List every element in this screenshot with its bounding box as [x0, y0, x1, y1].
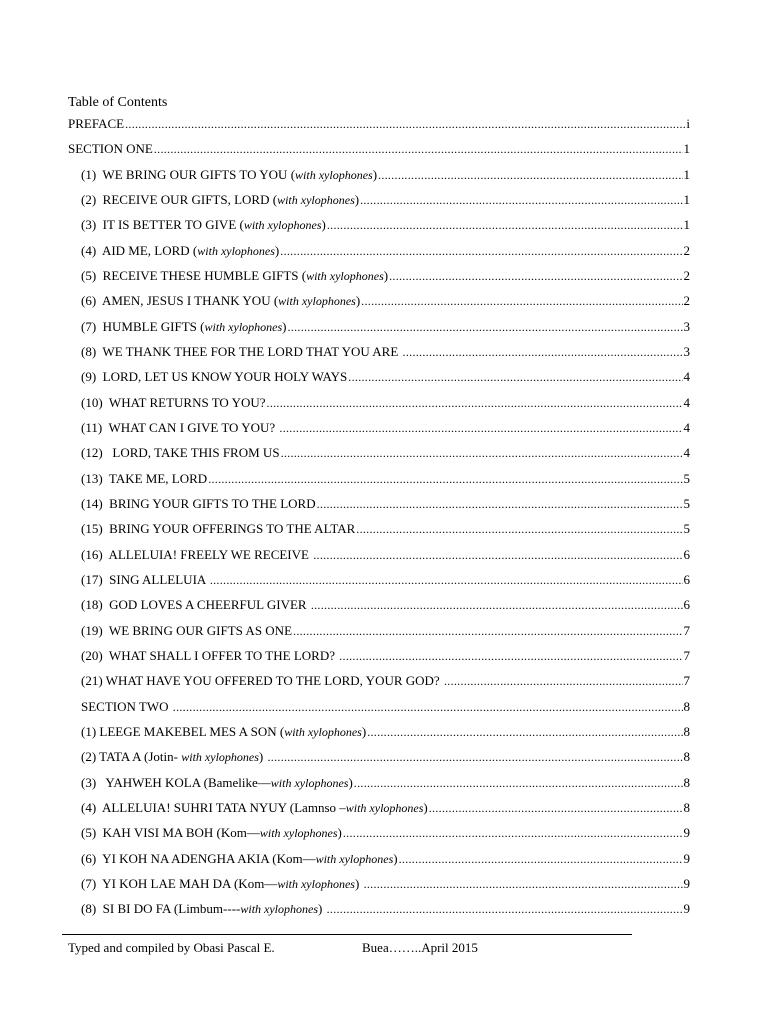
toc-entry-title-suffix: )	[282, 318, 287, 334]
toc-entry-title-text: (14) BRING YOUR GIFTS TO THE LORD	[81, 495, 316, 511]
toc-entry-title-suffix: )	[354, 875, 363, 891]
toc-entry[interactable]	[81, 520, 690, 538]
toc-entry-title-text: (4) AID ME, LORD (	[81, 242, 198, 258]
toc-entry-title	[81, 520, 355, 538]
toc-entry-title	[81, 267, 388, 285]
toc-page-number: 8	[683, 774, 690, 790]
toc-dot-leader	[429, 799, 683, 817]
toc-page-number: 3	[683, 343, 690, 359]
toc-entry-title-text: (7) YI KOH LAE MAH DA (Kom—	[81, 875, 278, 891]
toc-page-number: 9	[683, 875, 690, 891]
toc-dot-leader	[367, 723, 682, 741]
toc-entry-note: with xylophones	[284, 724, 362, 739]
toc-entry-title-suffix: )	[383, 267, 389, 283]
toc-entry-title-suffix: )	[337, 825, 342, 841]
toc-entry-note: with xylophones	[278, 294, 356, 309]
toc-dot-leader	[343, 824, 683, 842]
toc-dot-leader	[360, 191, 682, 209]
toc-entry-title	[81, 191, 359, 209]
toc-entry-title	[81, 723, 366, 741]
toc-entry-title-text: (6) AMEN, JESUS I THANK YOU (	[81, 293, 279, 309]
toc-entry-title	[81, 647, 338, 665]
footer-divider	[62, 934, 632, 935]
toc-entry-title-text: (8) WE THANK THEE FOR THE LORD THAT YOU ARE	[81, 343, 402, 359]
toc-page-number: 2	[683, 293, 690, 309]
toc-entry-note: with xylophones	[181, 750, 259, 765]
toc-entry[interactable]	[81, 444, 690, 462]
toc-page-number: 6	[683, 597, 690, 613]
toc-page-number: 8	[683, 723, 690, 739]
toc-entry-title	[81, 622, 292, 640]
toc-dot-leader	[348, 368, 682, 386]
toc-dot-leader	[293, 622, 682, 640]
toc-entry-title-suffix: )	[423, 799, 428, 815]
toc-entry-title-text: (3) YAHWEH KOLA (Bamelike—	[81, 774, 271, 790]
toc-page-number: 1	[683, 217, 690, 233]
toc-page-number: 3	[683, 318, 690, 334]
toc-entry-title-text: (19) WE BRING OUR GIFTS AS ONE	[81, 622, 293, 638]
toc-entry-title	[81, 774, 353, 792]
toc-entry-title-text: (12) LORD, TAKE THIS FROM US	[81, 445, 280, 461]
toc-dot-leader	[279, 419, 682, 437]
toc-entry-note: with xylophones	[277, 876, 355, 891]
toc-entry[interactable]	[81, 875, 690, 893]
toc-entry-title	[81, 850, 398, 868]
toc-entry-title	[81, 318, 287, 336]
toc-page-number: 7	[683, 622, 690, 638]
toc-entry-title	[81, 166, 377, 184]
toc-entry-title	[81, 698, 172, 716]
toc-page-number: 4	[683, 419, 690, 435]
toc-entry-title-text: (5) KAH VISI MA BOH (Kom—	[81, 825, 260, 841]
toc-entry[interactable]	[81, 596, 690, 614]
toc-page-number: 8	[683, 799, 690, 815]
toc-entry[interactable]	[81, 216, 690, 234]
toc-entry-title-text: (1) LEEGE MAKEBEL MES A SON (	[81, 723, 285, 739]
toc-entry-title	[81, 419, 278, 437]
toc-entry-title-suffix: )	[372, 166, 378, 182]
toc-dot-leader	[268, 748, 683, 766]
toc-entry[interactable]	[81, 672, 690, 690]
toc-entry-note: with xylophones	[277, 192, 355, 207]
toc-page-number: 1	[683, 166, 690, 182]
toc-dot-leader	[389, 267, 682, 285]
toc-entry-note: with xylophones	[197, 243, 275, 258]
toc-entry-note: with xylophones	[315, 851, 394, 866]
toc-entry-title	[81, 875, 363, 893]
toc-entry[interactable]	[81, 419, 690, 437]
toc-page-number: 4	[683, 369, 690, 385]
toc-dot-leader	[267, 394, 683, 412]
toc-page-number: 6	[683, 571, 690, 587]
toc-entry[interactable]	[81, 647, 690, 665]
toc-entry-title-text: (1) WE BRING OUR GIFTS TO YOU (	[81, 166, 296, 182]
toc-page-number: i	[686, 116, 690, 131]
toc-dot-leader	[378, 166, 682, 184]
toc-entry-title	[81, 394, 266, 412]
toc-dot-leader	[403, 343, 683, 361]
toc-entry-title-text: (2) RECEIVE OUR GIFTS, LORD (	[81, 191, 278, 207]
toc-dot-leader	[210, 571, 683, 589]
toc-dot-leader	[364, 875, 683, 893]
toc-entry[interactable]	[81, 368, 690, 386]
toc-entry-title	[81, 546, 312, 564]
toc-entry-title	[81, 748, 267, 766]
toc-entry-note: with xylophones	[259, 826, 338, 841]
toc-entry-title-text: (7) HUMBLE GIFTS (	[81, 318, 205, 334]
toc-entry-title-text: (17) SING ALLELUIA	[81, 571, 209, 587]
toc-entry-title-text: (2) TATA A (Jotin-	[81, 749, 182, 765]
toc-entry[interactable]	[81, 723, 690, 741]
toc-entry[interactable]	[81, 774, 690, 792]
toc-page-number: 4	[683, 394, 690, 410]
toc-dot-leader	[280, 242, 682, 260]
toc-dot-leader	[317, 495, 683, 513]
toc-entry-title-suffix: )	[348, 774, 353, 790]
toc-dot-leader	[339, 647, 682, 665]
toc-dot-leader	[327, 900, 683, 918]
toc-entry-title	[68, 115, 124, 133]
toc-entry[interactable]	[81, 292, 690, 310]
toc-entry[interactable]	[68, 115, 690, 133]
toc-entry-title-suffix: )	[393, 850, 398, 866]
toc-entry[interactable]	[81, 546, 690, 564]
toc-page-number: 2	[683, 267, 690, 283]
toc-entry-title	[81, 444, 280, 462]
toc-entry-title-text: (9) LORD, LET US KNOW YOUR HOLY WAYS	[81, 369, 348, 385]
toc-dot-leader	[125, 115, 685, 133]
toc-dot-leader	[444, 672, 683, 690]
toc-entry[interactable]	[68, 140, 690, 158]
toc-entry[interactable]	[81, 748, 690, 766]
toc-entry-title-text: (11) WHAT CAN I GIVE TO YOU?	[81, 419, 279, 435]
toc-entry[interactable]	[81, 343, 690, 361]
toc-entry-title-suffix: )	[361, 723, 367, 739]
toc-entry-note: with xylophones	[295, 167, 373, 182]
toc-page-number: 9	[683, 901, 690, 917]
toc-entry[interactable]	[81, 267, 690, 285]
toc-dot-leader	[281, 444, 683, 462]
toc-dot-leader	[173, 698, 683, 716]
toc-entry[interactable]	[81, 318, 690, 336]
toc-entry-title-text: (5) RECEIVE THESE HUMBLE GIFTS (	[81, 267, 307, 283]
toc-entry[interactable]	[81, 900, 690, 918]
toc-entry-note: with xylophones	[204, 319, 283, 334]
toc-dot-leader	[361, 292, 682, 310]
toc-dot-leader	[354, 774, 683, 792]
toc-entry-title-text: (20) WHAT SHALL I OFFER TO THE LORD?	[81, 647, 339, 663]
toc-dot-leader	[356, 520, 682, 538]
toc-page-number: 9	[683, 825, 690, 841]
toc-entry[interactable]	[81, 242, 690, 260]
toc-entry-note: with xylophones	[306, 268, 384, 283]
toc-page-number: 7	[683, 647, 690, 663]
toc-entry-title	[81, 571, 209, 589]
toc-page-number: 8	[683, 698, 690, 714]
toc-dot-leader	[311, 596, 683, 614]
toc-entry-note: with xylophones	[240, 902, 319, 917]
toc-entry-title-text: (8) SI BI DO FA (Limbum----	[81, 901, 241, 917]
toc-page-number: 1	[683, 191, 690, 207]
toc-entry-title-text: (10) WHAT RETURNS TO YOU?	[81, 394, 266, 410]
toc-dot-leader	[327, 216, 683, 234]
toc-entry-title-text: (16) ALLELUIA! FREELY WE RECEIVE	[81, 546, 313, 562]
toc-entry-title-suffix: )	[318, 901, 326, 917]
footer-author: Typed and compiled by Obasi Pascal E.	[68, 940, 275, 955]
toc-page-number: 6	[683, 546, 690, 562]
toc-entry-title	[81, 242, 279, 260]
toc-page-number: 8	[683, 749, 690, 765]
toc-entry-title-suffix: )	[355, 293, 361, 309]
page-title: Table of Contents	[68, 95, 168, 110]
toc-entry-title	[81, 368, 347, 386]
toc-entry[interactable]	[81, 571, 690, 589]
toc-entry-title	[81, 495, 316, 513]
toc-dot-leader	[313, 546, 682, 564]
toc-entry[interactable]	[81, 799, 690, 817]
toc-entry-title-text: (15) BRING YOUR OFFERINGS TO THE ALTAR	[81, 521, 356, 537]
toc-entry-title	[81, 900, 326, 918]
toc-page-number: 9	[683, 850, 690, 866]
toc-entry[interactable]	[81, 698, 690, 716]
toc-page-number: 5	[683, 495, 690, 511]
toc-entry[interactable]	[81, 394, 690, 412]
toc-page-number: 1	[683, 141, 690, 157]
toc-page-number: 4	[683, 445, 690, 461]
toc-entry-title-text: SECTION ONE	[68, 141, 153, 157]
toc-entry-title	[81, 343, 402, 361]
toc-page-number: 7	[683, 673, 690, 689]
toc-entry-note: with xylophones	[345, 800, 424, 815]
toc-entry-title-suffix: )	[354, 191, 360, 207]
toc-dot-leader	[154, 140, 683, 158]
toc-entry-title-text: (4) ALLELUIA! SUHRI TATA NYUY (Lamnso –	[81, 799, 346, 815]
toc-entry-title	[81, 470, 207, 488]
toc-entry-title-text: (13) TAKE ME, LORD	[81, 470, 208, 486]
toc-page-number: 2	[683, 242, 690, 258]
toc-entry-title-text: (6) YI KOH NA ADENGHA AKIA (Kom—	[81, 850, 316, 866]
footer-place-date: Buea……..April 2015	[362, 940, 478, 955]
toc-dot-leader	[288, 318, 683, 336]
toc-dot-leader	[399, 850, 683, 868]
toc-entry-title-text: (3) IT IS BETTER TO GIVE (	[81, 217, 244, 233]
toc-entry-note: with xylophones	[270, 775, 349, 790]
toc-entry-title	[68, 140, 153, 158]
toc-entry-title-suffix: )	[274, 242, 280, 258]
toc-entry-title-suffix: )	[258, 749, 267, 765]
toc-entry-title-text: SECTION TWO	[81, 698, 172, 714]
toc-entry[interactable]	[81, 470, 690, 488]
toc-dot-leader	[208, 470, 682, 488]
toc-entry-title-text: (18) GOD LOVES A CHEERFUL GIVER	[81, 597, 310, 613]
toc-entry[interactable]	[81, 166, 690, 184]
toc-entry[interactable]	[81, 622, 690, 640]
toc-entry-title	[81, 672, 443, 690]
toc-entry-title-text: PREFACE	[68, 116, 125, 131]
toc-entry-title	[81, 596, 310, 614]
toc-entry[interactable]	[81, 191, 690, 209]
toc-entry[interactable]	[81, 850, 690, 868]
toc-entry-title-text: (21) WHAT HAVE YOU OFFERED TO THE LORD, YOUR GOD?	[81, 673, 443, 689]
toc-entry-note: with xylophones	[243, 218, 322, 233]
toc-page-number: 5	[683, 521, 690, 537]
toc-entry-title	[81, 824, 342, 842]
toc-entry-title	[81, 799, 428, 817]
toc-entry-title	[81, 216, 326, 234]
toc-entry[interactable]	[81, 824, 690, 842]
toc-entry-title-suffix: )	[321, 217, 326, 233]
toc-page-number: 5	[683, 470, 690, 486]
toc-entry-title	[81, 292, 360, 310]
toc-entry[interactable]	[81, 495, 690, 513]
